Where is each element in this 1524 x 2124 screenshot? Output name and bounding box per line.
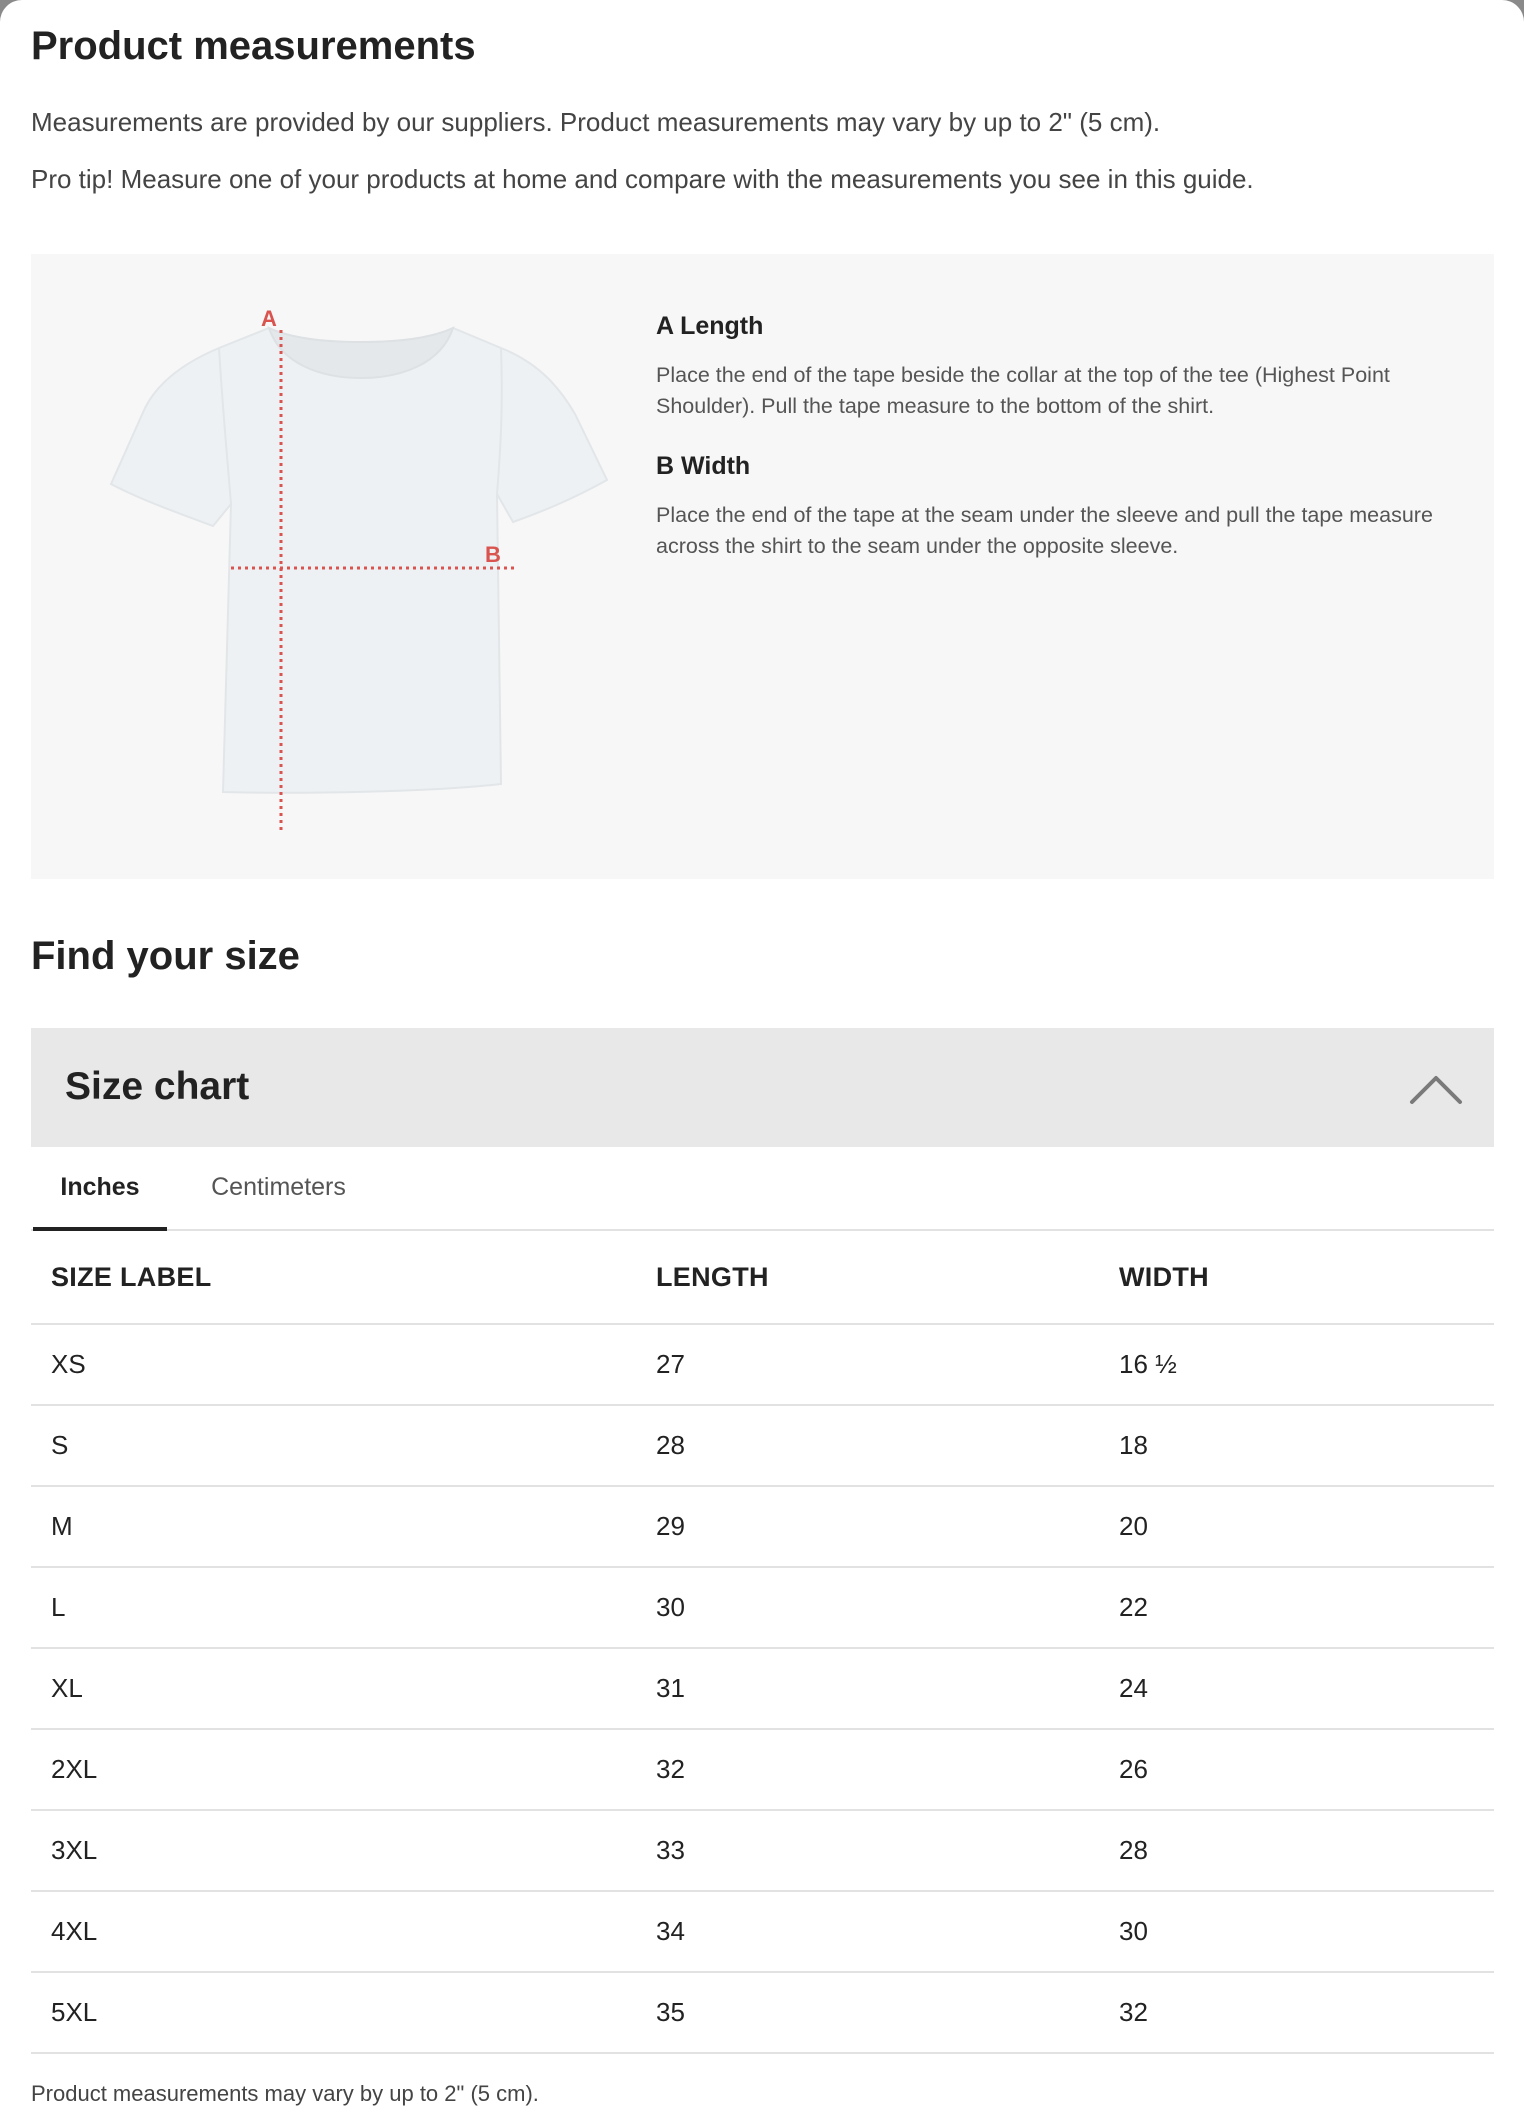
table-row [31,1729,1494,1810]
length-heading: A Length [656,312,764,340]
size-label-cell: 5XL [31,1972,656,2053]
table-row [31,1486,1494,1567]
size-chart-title: Size chart [65,1065,250,1108]
width-cell: 18 [1119,1405,1494,1486]
width-cell: 26 [1119,1729,1494,1810]
size-label-cell: S [31,1405,656,1486]
table-row [31,1810,1494,1891]
measurement-panel [31,254,1494,879]
width-cell: 24 [1119,1648,1494,1729]
width-cell: 16 ½ [1119,1324,1494,1405]
column-header-length: LENGTH [656,1231,1119,1324]
tab-inches[interactable]: Inches [33,1148,167,1229]
width-description: Place the end of the tape at the seam under the sleeve and pull the tape measure across the shirt to the seam under the opposite sleeve. [656,503,1433,558]
table-row [31,1324,1494,1405]
size-label-cell: 2XL [31,1729,656,1810]
label-a: A [261,306,277,331]
footer-note: Product measurements may vary by up to 2" (5 cm). [31,2081,539,2106]
chevron-up-icon[interactable] [1408,1068,1464,1108]
size-chart-accordion-toggle[interactable] [31,1028,1494,1147]
label-b: B [485,542,501,567]
size-label-cell: M [31,1486,656,1567]
size-label-cell: XS [31,1324,656,1405]
length-cell: 34 [656,1891,1119,1972]
table-row [31,1405,1494,1486]
table-row [31,1972,1494,2053]
length-cell: 33 [656,1810,1119,1891]
size-label-cell: L [31,1567,656,1648]
length-description: Place the end of the tape beside the collar at the top of the tee (Highest Point Shoulder). Pull the tape measure to the bottom of the shirt. [656,363,1390,418]
pro-tip: Pro tip! Measure one of your products at home and compare with the measurements you see in this guide. [31,164,1254,194]
width-cell: 30 [1119,1891,1494,1972]
length-cell: 30 [656,1567,1119,1648]
size-label-cell: XL [31,1648,656,1729]
column-header-size-label: SIZE LABEL [31,1231,656,1324]
page-title: Product measurements [31,24,476,68]
width-heading: B Width [656,452,751,480]
tab-centimeters[interactable]: Centimeters [211,1173,346,1201]
tshirt-measurement-diagram [101,304,621,834]
size-table [31,1231,1494,2054]
length-cell: 28 [656,1405,1119,1486]
measurement-instructions [656,310,1436,562]
find-your-size-heading: Find your size [31,934,300,978]
length-cell: 27 [656,1324,1119,1405]
size-label-cell: 3XL [31,1810,656,1891]
table-row [31,1567,1494,1648]
width-cell: 22 [1119,1567,1494,1648]
length-cell: 31 [656,1648,1119,1729]
tshirt-icon [101,304,621,834]
length-cell: 35 [656,1972,1119,2053]
shirt-body [111,328,607,793]
length-cell: 29 [656,1486,1119,1567]
width-cell: 32 [1119,1972,1494,2053]
width-cell: 20 [1119,1486,1494,1567]
length-cell: 32 [656,1729,1119,1810]
unit-tabs [31,1148,1494,1231]
table-row [31,1891,1494,1972]
size-label-cell: 4XL [31,1891,656,1972]
table-header-row [31,1231,1494,1324]
column-header-width: WIDTH [1119,1231,1494,1324]
supplier-note: Measurements are provided by our suppliers. Product measurements may vary by up to 2" (5 cm). [31,107,1161,137]
table-row [31,1648,1494,1729]
width-cell: 28 [1119,1810,1494,1891]
